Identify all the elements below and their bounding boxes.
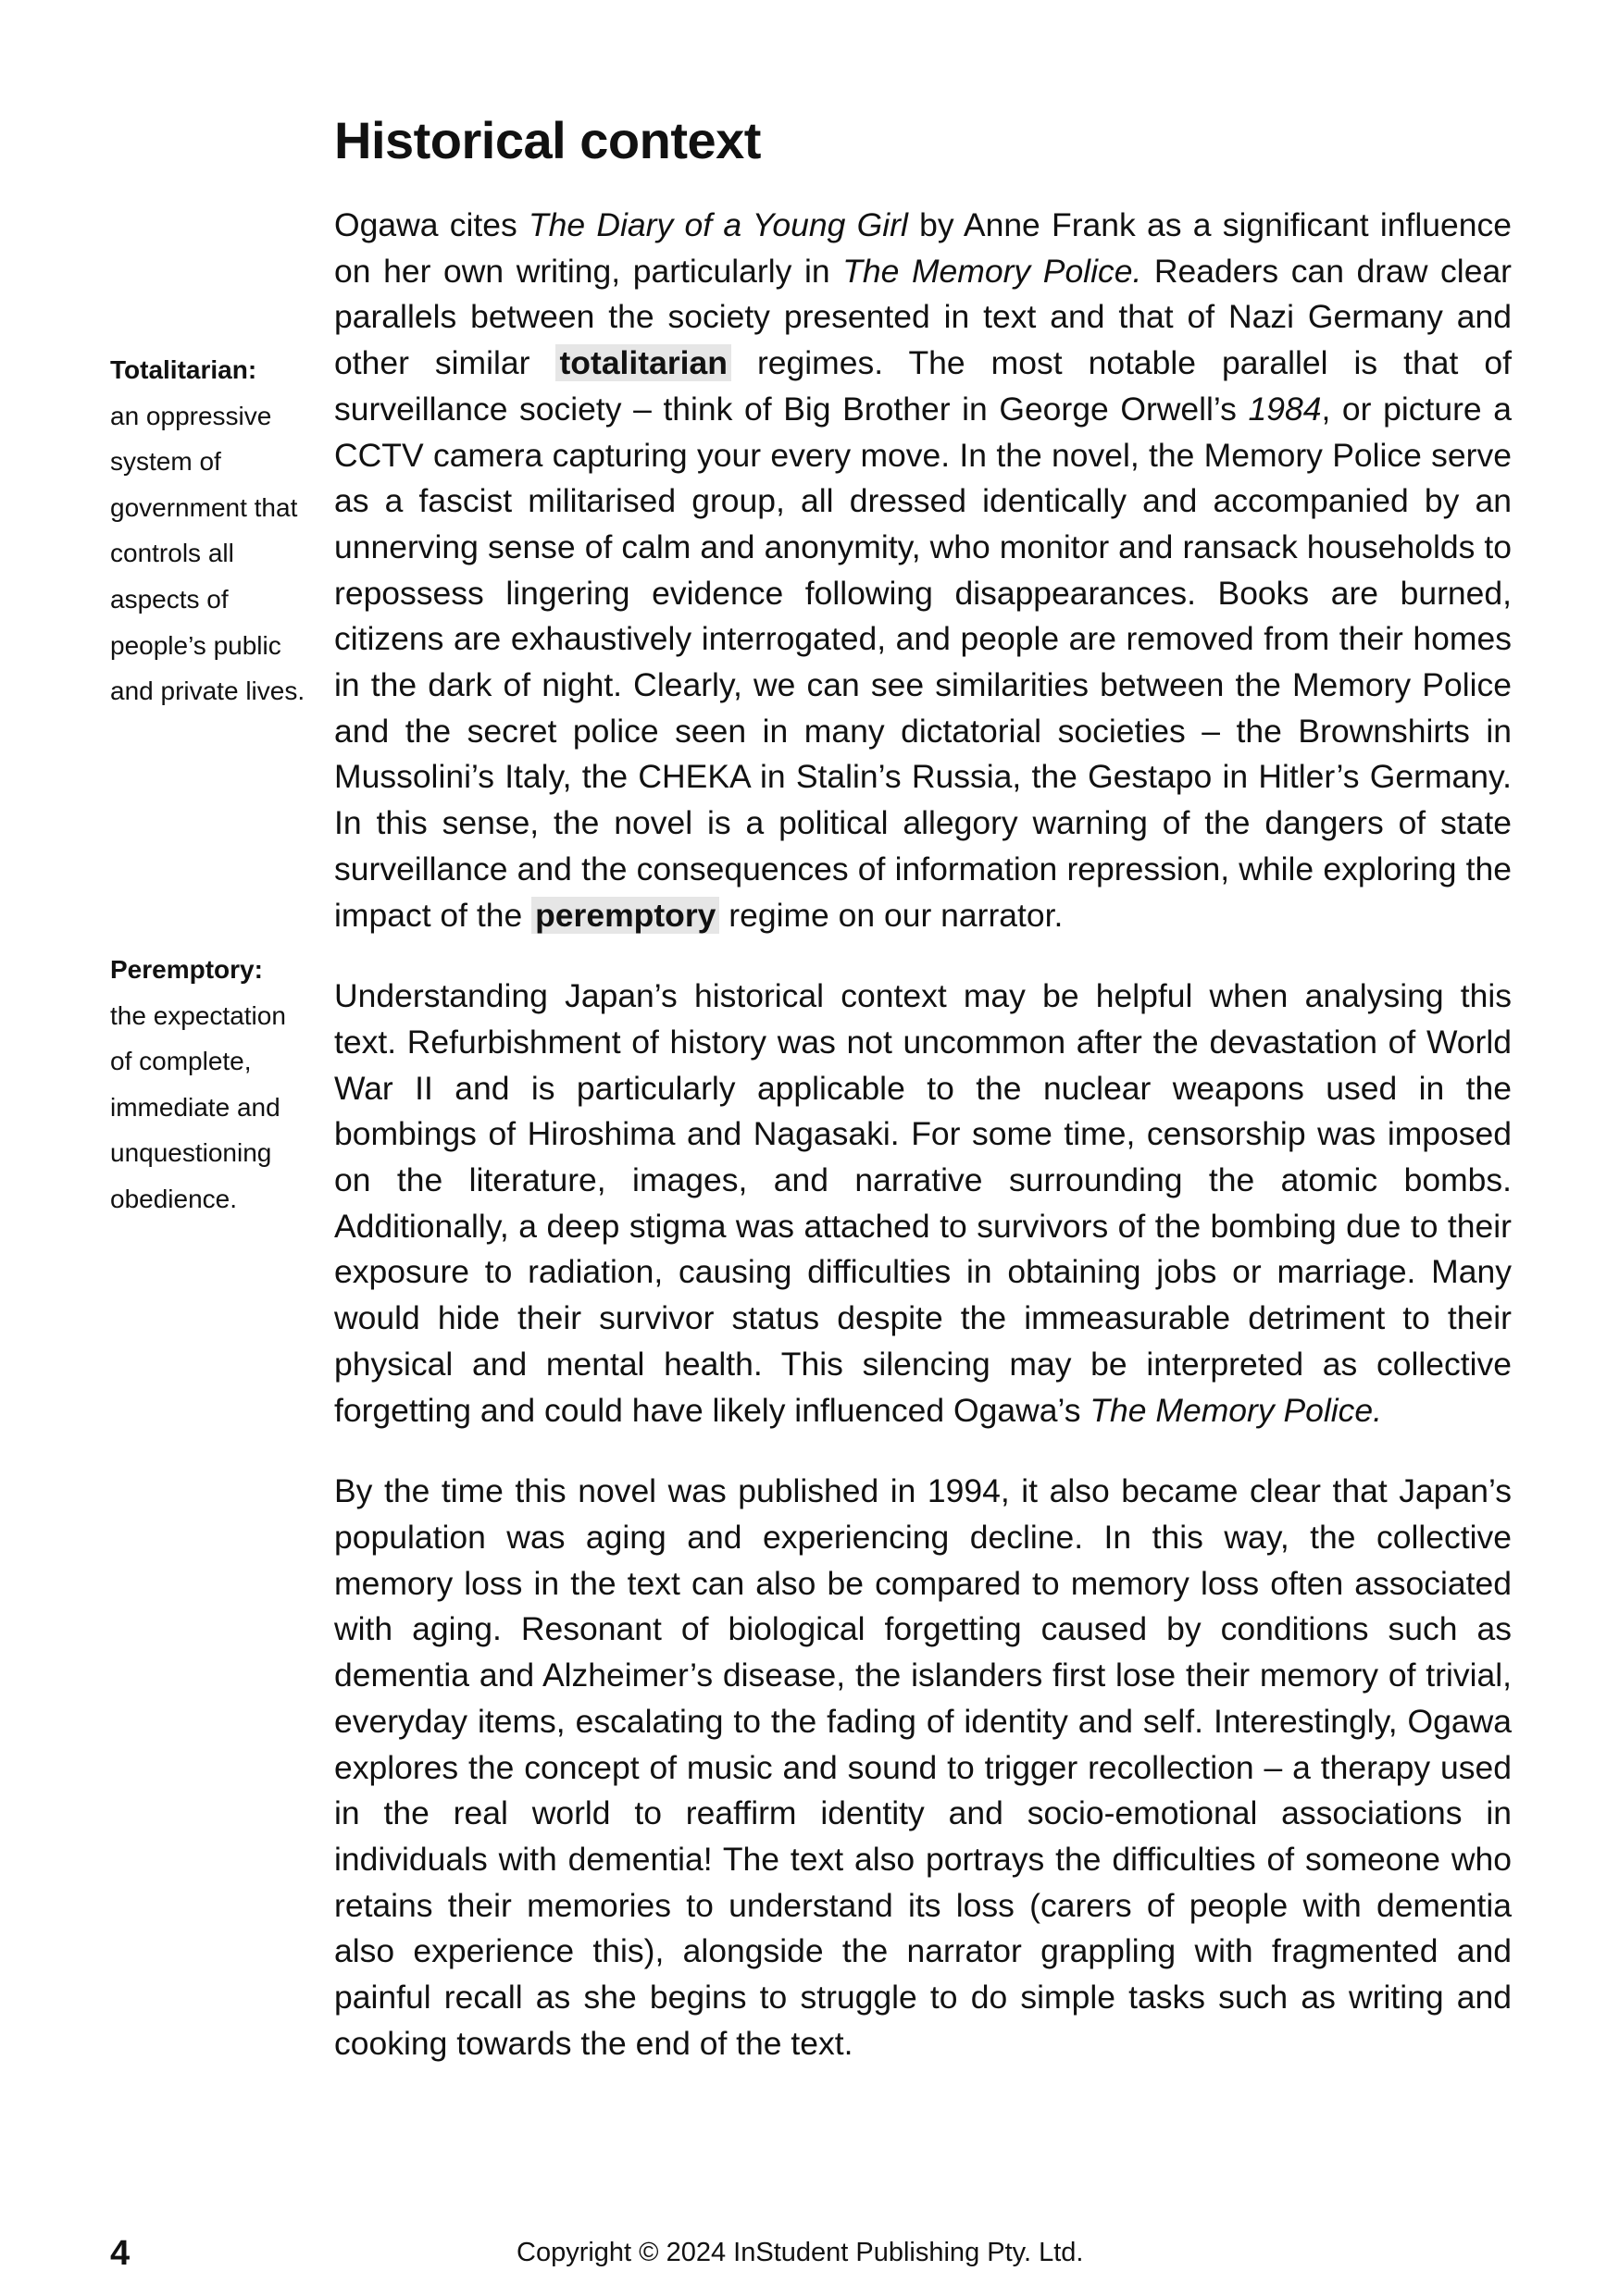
glossary-entry-peremptory <box>110 947 314 1222</box>
text-run: regime on our narrator. <box>719 896 1064 934</box>
italic-title: The Memory Police. <box>842 252 1142 290</box>
highlighted-term: peremptory <box>531 897 719 934</box>
glossary-term: Peremptory: <box>110 955 263 984</box>
text-run: , or picture a CCTV camera capturing your every move. In the novel, the Memory Police serve as a fascist militarised group, all dressed identically and accompanied by an unnerving sense of calm and anonymity, who monitor and ransack households to repossess lingering evidence following disappearances. Books are burned, citizens are exhaustively interrogated, and people are removed from their homes in the dark of night. Clearly, we can see similarities between the Memory Police and the secret police seen in many dictatorial societies – the Brownshirts in Mussolini’s Italy, the CHEKA in Stalin’s Russia, the Gestapo in Hitler’s Germany. In this sense, the novel is a political allegory warning of the dangers of state surveillance and the consequences of information repression, while exploring the impact of the <box>334 390 1512 934</box>
glossary-definition: an oppressive system of government that controls all aspects of people’s public and private lives. <box>110 401 305 706</box>
paragraph <box>334 1469 1512 2066</box>
italic-title: 1984 <box>1248 390 1322 428</box>
paragraph <box>334 203 1512 938</box>
paragraph <box>334 974 1512 1433</box>
copyright-notice: Copyright © 2024 InStudent Publishing Pty. Ltd. <box>517 2238 1084 2267</box>
text-run: Ogawa cites <box>334 206 529 243</box>
highlighted-term: totalitarian <box>555 344 730 381</box>
text-run: Understanding Japan’s historical context may be helpful when analysing this text. Refurbishment of history was not uncommon after the devastation of World War II and is particularly applicable to the nuclear weapons used in the bombings of Hiroshima and Nagasaki. For some time, censorship was imposed on the literature, images, and narrative surrounding the atomic bombs. Additionally, a deep stigma was attached to survivors of the bombing due to their exposure to radiation, causing difficulties in obtaining jobs or marriage. Many would hide their survivor status despite the immeasurable detriment to their physical and mental health. This silencing may be interpreted as collective forgetting and could have likely influenced Ogawa’s <box>334 977 1512 1429</box>
italic-title: The Memory Police. <box>1090 1391 1383 1429</box>
page-title: Historical context <box>334 111 761 169</box>
page-number: 4 <box>110 2234 131 2273</box>
text-run: regimes. The most notable parallel is that of surveillance society – think of Big Brother in George Orwell’s <box>334 344 1512 428</box>
text-run: Readers can draw clear parallels between the society presented in text and that of Nazi Germany and other similar <box>334 252 1513 382</box>
text-run: by Anne Frank as a significant influence on her own writing, particularly in <box>334 206 1512 290</box>
main-text <box>334 203 1512 2066</box>
glossary-entry-totalitarian <box>110 347 314 714</box>
glossary-term: Totalitarian: <box>110 355 257 384</box>
italic-title: The Diary of a Young Girl <box>528 206 908 243</box>
text-run: By the time this novel was published in 1994, it also became clear that Japan’s population was aging and experiencing decline. In this way, the collective memory loss in the text can also be compared to memory loss often associated with aging. Resonant of biological forgetting caused by conditions such as dementia and Alzheimer’s disease, the islanders first lose their memory of trivial, everyday items, escalating to the fading of identity and self. Interestingly, Ogawa explores the concept of music and sound to trigger recollection – a therapy used in the real world to reaffirm identity and socio-emotional associations in individuals with dementia! The text also portrays the difficulties of someone who retains their memories to understand its loss (carers of people with dementia also experience this), alongside the narrator grappling with fragmented and painful recall as she begins to struggle to do simple tasks such as writing and cooking towards the end of the text. <box>334 1472 1512 2062</box>
glossary-definition: the expectation of complete, immediate and unquestioning obedience. <box>110 1000 286 1213</box>
